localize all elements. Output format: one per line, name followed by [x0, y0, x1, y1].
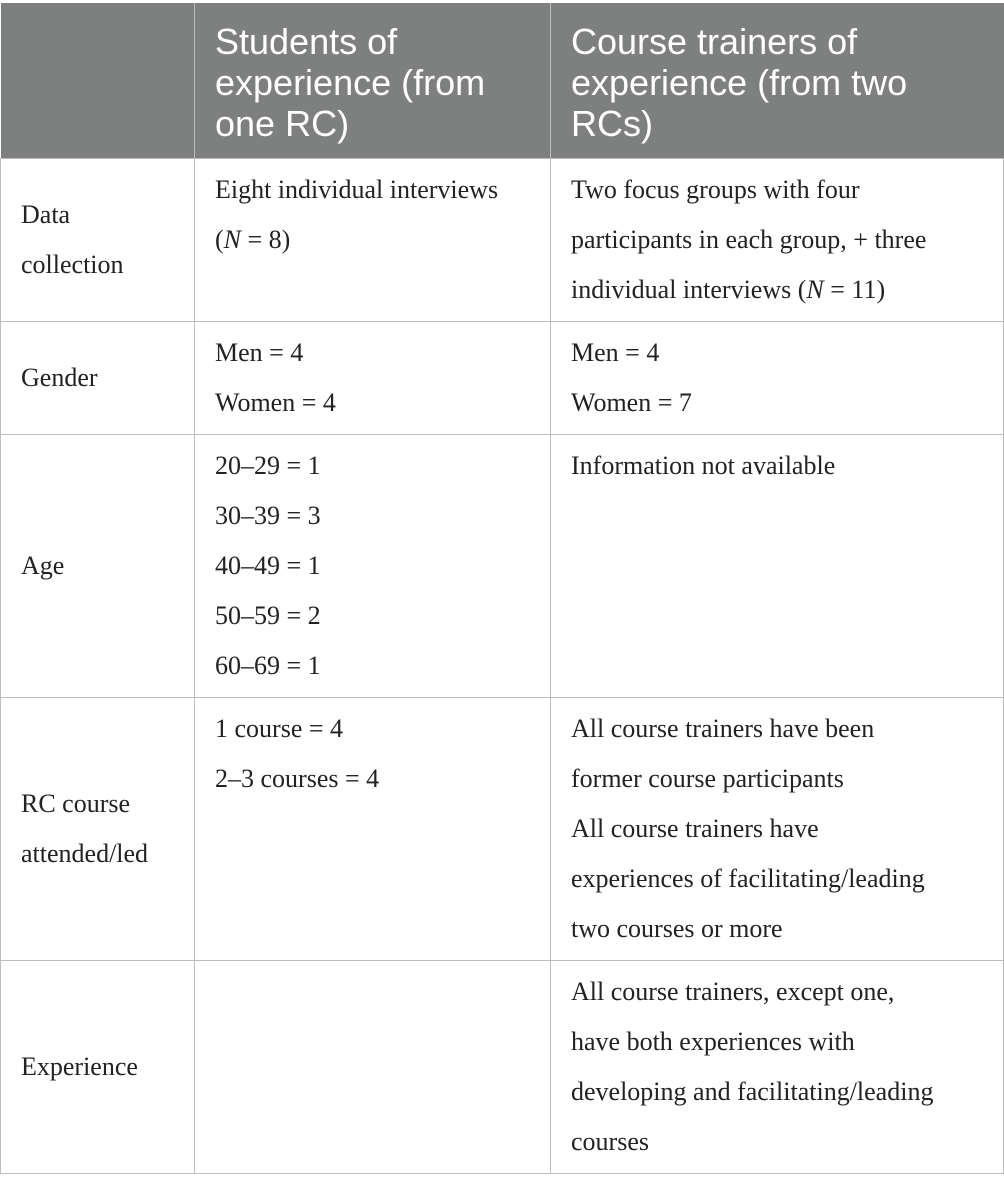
cell-line: All course trainers have been	[571, 714, 875, 743]
cell-line: experiences of facilitating/leading	[571, 864, 925, 893]
row-label-text: Data collection	[21, 200, 124, 279]
cell-students-age	[195, 435, 551, 698]
row-label-age	[1, 435, 195, 698]
table-row-gender	[1, 322, 1004, 435]
row-label-text: Experience	[21, 1052, 138, 1081]
cell-line: All course trainers have	[571, 814, 819, 843]
cell-line: Two focus groups with four	[571, 175, 860, 204]
cell-line: 60–69 = 1	[215, 651, 321, 680]
header-row	[1, 3, 1004, 159]
cell-line: developing and facilitating/leading	[571, 1077, 934, 1106]
cell-line: 30–39 = 3	[215, 501, 321, 530]
row-label-data-collection	[1, 159, 195, 322]
table-row-rc-course	[1, 698, 1004, 961]
row-label-text: Age	[21, 551, 65, 580]
cell-line: Women = 4	[215, 388, 336, 417]
cell-line: individual interviews (N = 11)	[571, 275, 886, 304]
table-row-experience	[1, 961, 1004, 1174]
cell-line: 1 course = 4	[215, 714, 344, 743]
cell-students-gender	[195, 322, 551, 435]
row-label-gender	[1, 322, 195, 435]
cell-line: former course participants	[571, 764, 844, 793]
cell-line: courses	[571, 1127, 649, 1156]
cell-line: 50–59 = 2	[215, 601, 321, 630]
header-cell-empty	[1, 3, 195, 159]
cell-line: participants in each group, + three	[571, 225, 927, 254]
header-cell-students: Students of experience (from one RC)	[195, 3, 551, 159]
header-cell-trainers: Course trainers of experience (from two RCs)	[551, 3, 1004, 159]
n-symbol: N	[223, 225, 242, 254]
cell-trainers-gender	[551, 322, 1004, 435]
n-symbol: N	[806, 275, 824, 304]
cell-line: 2–3 courses = 4	[215, 764, 380, 793]
cell-line: have both experiences with	[571, 1027, 855, 1056]
table-row-age	[1, 435, 1004, 698]
cell-line: Information not available	[571, 451, 836, 480]
row-label-text: Gender	[21, 363, 98, 392]
cell-trainers-data-collection	[551, 159, 1004, 322]
table-row-data-collection	[1, 159, 1004, 322]
cell-trainers-rc-course	[551, 698, 1004, 961]
cell-line: Eight individual interviews	[215, 175, 499, 204]
cell-students-rc-course	[195, 698, 551, 961]
cell-line: (N = 8)	[215, 225, 291, 254]
row-label-rc-course	[1, 698, 195, 961]
cell-trainers-experience	[551, 961, 1004, 1174]
cell-trainers-age	[551, 435, 1004, 698]
cell-line: 40–49 = 1	[215, 551, 321, 580]
cell-line: Men = 4	[571, 338, 660, 367]
cell-students-experience	[195, 961, 551, 1174]
cell-line: two courses or more	[571, 914, 783, 943]
cell-students-data-collection	[195, 159, 551, 322]
row-label-experience	[1, 961, 195, 1174]
cell-line: Women = 7	[571, 388, 692, 417]
cell-line: All course trainers, except one,	[571, 977, 895, 1006]
cell-line: 20–29 = 1	[215, 451, 321, 480]
row-label-text: RC course attended/led	[21, 789, 149, 868]
cell-line: Men = 4	[215, 338, 304, 367]
participants-table	[0, 3, 1004, 1174]
